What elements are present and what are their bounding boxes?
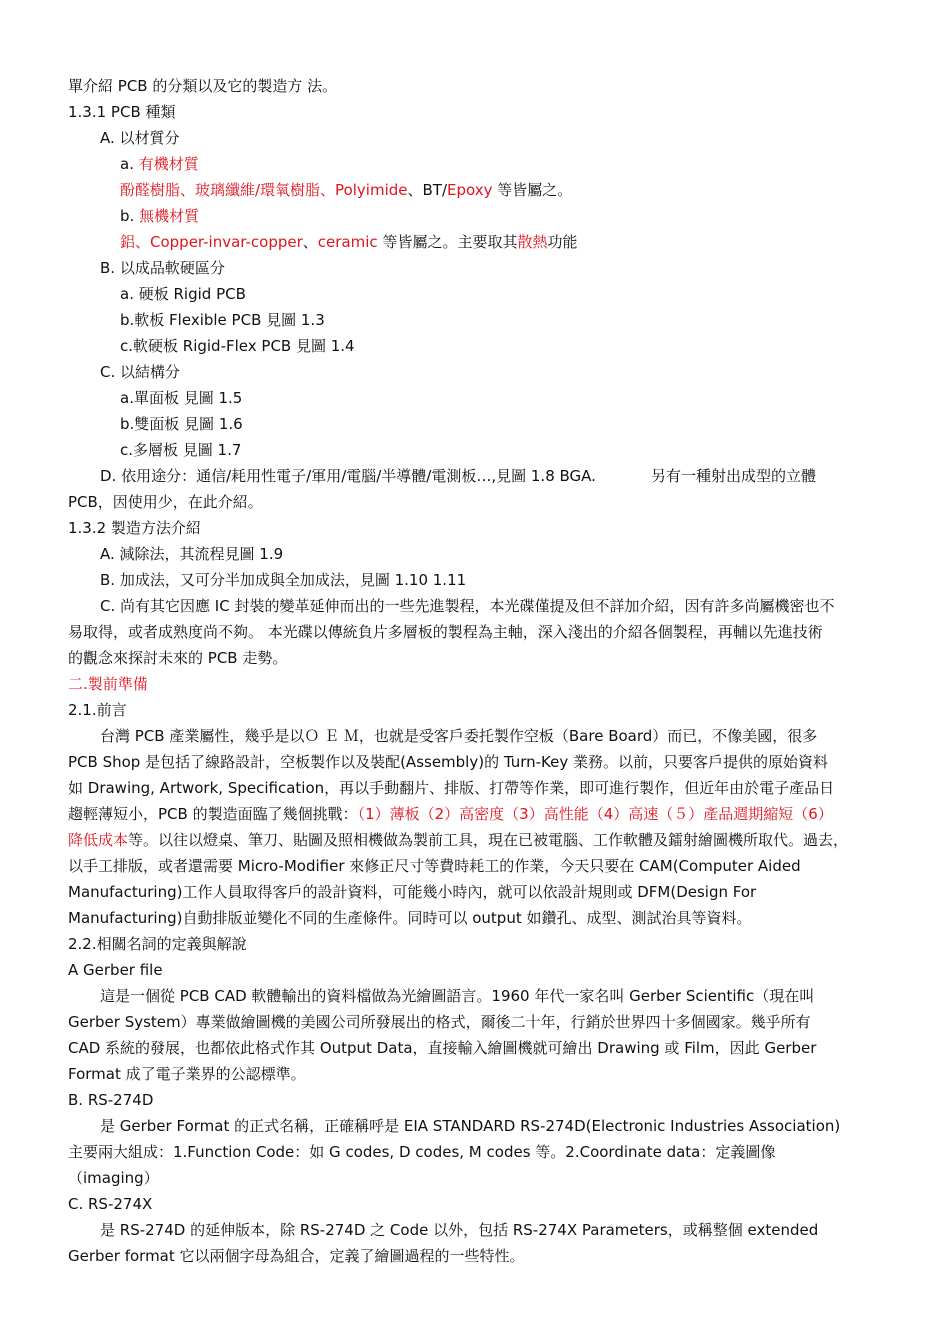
item-rigid-flex-pcb: c.軟硬板 Rigid-Flex PCB 見圖 1.4 — [120, 337, 355, 355]
item-subtractive: A. 減除法，其流程見圖 1.9 — [100, 545, 284, 563]
item-double-sided: b.雙面板 見圖 1.6 — [120, 415, 243, 433]
chapter-2-heading: 二.製前準備 — [68, 675, 148, 693]
preface-line-4: 趨輕薄短小，PCB 的製造面臨了幾個挑戰：（1）薄板（2）高密度（3）高性能（4）高速（５）產品週期縮短（6） — [68, 805, 833, 823]
item-additive: B. 加成法，又可分半加成與全加成法，見圖 1.10 1.11 — [100, 571, 467, 589]
gerber-line-1: 這是一個從 PCB CAD 軟體輸出的資料檔做為光繪圖語言。1960 年代一家名叫 Gerber Scientific（現在叫 — [100, 987, 815, 1005]
rs274x-line-2: Gerber format 它以兩個字母為組合，定義了繪圖過程的一些特性。 — [68, 1247, 525, 1265]
term-rs-274d: B. RS-274D — [68, 1091, 154, 1109]
section-2-2-heading: 2.2.相關名詞的定義與解說 — [68, 935, 247, 953]
intro-line: 單介紹 PCB 的分類以及它的製造方 法。 — [68, 77, 338, 95]
rs274d-line-1: 是 Gerber Format 的正式名稱，正確稱呼是 EIA STANDARD RS-274D(Electronic Industries Association) — [100, 1117, 841, 1135]
preface-line-7: Manufacturing)工作人員取得客戶的設計資料，可能幾小時內，就可以依設計規則或 DFM(Design For — [68, 883, 757, 901]
inorganic-material-list: 鋁、Copper-invar-copper、ceramic 等皆屬之。主要取其散熱功能 — [120, 233, 578, 251]
term-rs-274x: C. RS-274X — [68, 1195, 153, 1213]
gerber-line-3: CAD 系統的發展，也都依此格式作其 Output Data，直接輸入繪圖機就可繪出 Drawing 或 Film，因此 Gerber — [68, 1039, 817, 1057]
preface-line-3: 如 Drawing, Artwork, Specification，再以手動翻片、排版、打帶等作業，即可進行製作，但近年由於電子產品日 — [68, 779, 835, 797]
section-1-3-1-heading: 1.3.1 PCB 種類 — [68, 103, 176, 121]
item-flexible-pcb: b.軟板 Flexible PCB 見圖 1.3 — [120, 311, 325, 329]
item-organic-material: a. 有機材質 — [120, 155, 199, 173]
item-d-continued: PCB，因使用少，在此介紹。 — [68, 493, 263, 511]
item-b-by-rigidity: B. 以成品軟硬區分 — [100, 259, 225, 277]
section-1-3-2-heading: 1.3.2 製造方法介紹 — [68, 519, 201, 537]
preface-line-8: Manufacturing)自動排版並變化不同的生產條件。同時可以 output 如鑽孔、成型、測試治具等資料。 — [68, 909, 752, 927]
paragraph-advanced-line-2: 易取得，或者成熟度尚不夠。 本光碟以傳統負片多層板的製程為主軸，深入淺出的介紹各個製程，再輔以先進技術 — [68, 623, 823, 641]
preface-line-5: 降低成本等。以往以燈桌、筆刀、貼圖及照相機做為製前工具，現在已被電腦、工作軟體及鐳射繪圖機所取代。過去， — [68, 831, 849, 849]
item-c-by-structure: C. 以結構分 — [100, 363, 181, 381]
preface-line-2: PCB Shop 是包括了線路設計，空板製作以及裝配(Assembly)的 Turn-Key 業務。以前，只要客戶提供的原始資料 — [68, 753, 829, 771]
paragraph-advanced-line-3: 的觀念來探討未來的 PCB 走勢。 — [68, 649, 288, 667]
item-single-sided: a.單面板 見圖 1.5 — [120, 389, 243, 407]
item-d-by-usage: D. 依用途分：通信/耗用性電子/軍用/電腦/半導體/電測板…,見圖 1.8 BGA. 另有一種射出成型的立體 — [100, 467, 816, 485]
item-inorganic-material: b. 無機材質 — [120, 207, 200, 225]
gerber-line-4: Format 成了電子業界的公認標準。 — [68, 1065, 306, 1083]
section-2-1-heading: 2.1.前言 — [68, 701, 127, 719]
gerber-line-2: Gerber System）專業做繪圖機的美國公司所發展出的格式，爾後二十年，行銷於世界四十多個國家。幾乎所有 — [68, 1013, 811, 1031]
item-a-by-material: A. 以材質分 — [100, 129, 180, 147]
rs274x-line-1: 是 RS-274D 的延伸版本，除 RS-274D 之 Code 以外，包括 RS-274X Parameters，或稱整個 extended — [100, 1221, 819, 1239]
term-gerber-file: A Gerber file — [68, 961, 163, 979]
rs274d-line-2: 主要兩大組成：1.Function Code：如 G codes, D codes, M codes 等。2.Coordinate data：定義圖像 — [68, 1143, 776, 1161]
organic-material-list: 酚醛樹脂、玻璃纖維/環氧樹脂、Polyimide、BT/Epoxy 等皆屬之。 — [120, 181, 573, 199]
item-multilayer: c.多層板 見圖 1.7 — [120, 441, 242, 459]
preface-line-6: 以手工排版，或者還需要 Micro-Modifier 來修正尺寸等費時耗工的作業，今天只要在 CAM(Computer Aided — [68, 857, 801, 875]
rs274d-line-3: （imaging） — [68, 1169, 159, 1187]
paragraph-advanced-line-1: C. 尚有其它因應 IC 封裝的變革延伸而出的一些先進製程，本光碟僅提及但不詳加介紹，因有許多尚屬機密也不 — [100, 597, 835, 615]
item-rigid-pcb: a. 硬板 Rigid PCB — [120, 285, 246, 303]
preface-line-1: 台灣 PCB 產業屬性，幾乎是以Ｏ Ｅ Ｍ，也就是受客戶委托製作空板（Bare Board）而已，不像美國，很多 — [100, 727, 818, 745]
